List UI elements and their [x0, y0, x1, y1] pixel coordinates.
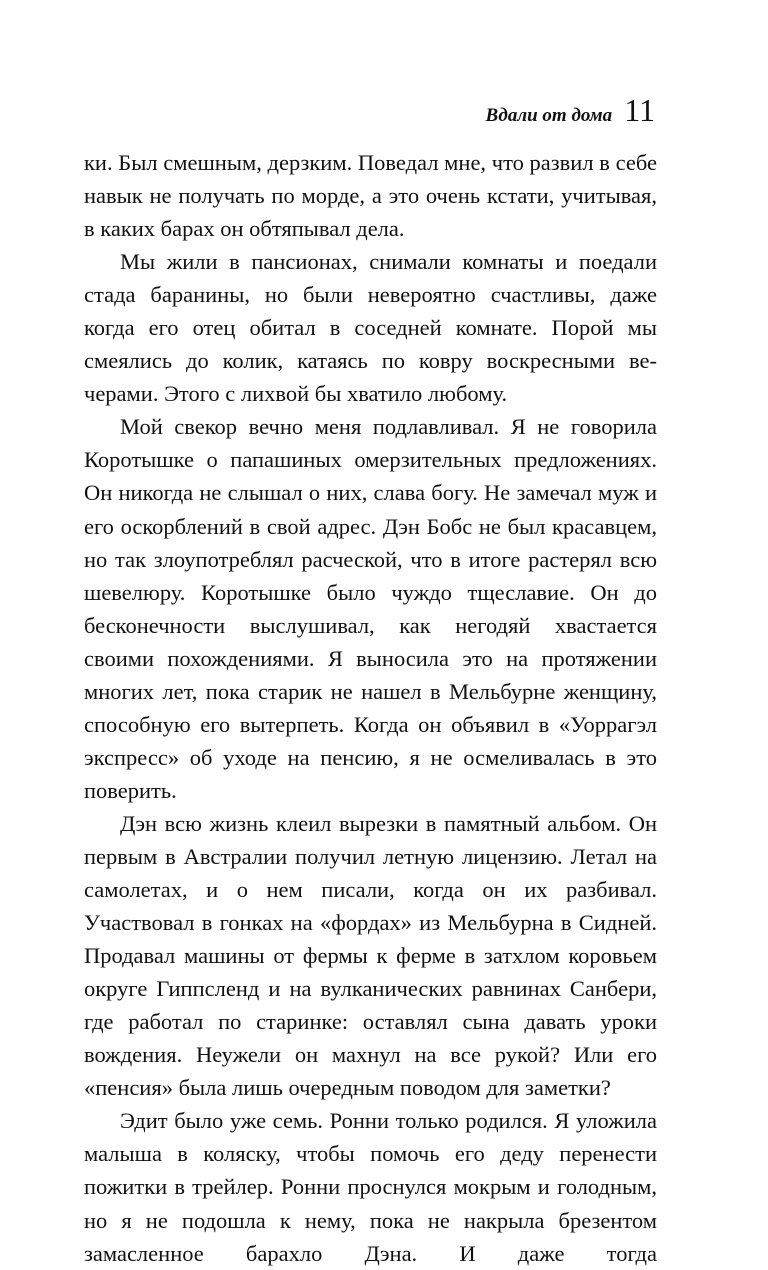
- paragraph-4: Дэн всю жизнь клеил вырезки в памятный альбом. Он первым в Австралии получил летную лицензию. Летал на самолетах, и о нем писали, когда он их разбивал. Участвовал в гонках на «фордах» из Мельбурна в Сидней. Продавал машины от фермы к ферме в затхлом коровьем округе Гиппсленд и на вулканических равнинах Санбери, где работал по старинке: оставлял сына давать уроки вождения. Неужели он махнул на все рукой? Или его «пенсия» была лишь очередным поводом для заметки?: [84, 810, 657, 1101]
- page-body: [84, 146, 657, 1270]
- paragraph-2: Мы жили в пансионах, снимали комнаты и поедали стада баранины, но были невероятно счастливы, даже когда его отец обитал в соседней комнате. Порой мы смеялись до колик, катаясь по ковру воскресными вечерами. Этого с лихвой бы хватило любому.: [84, 249, 657, 407]
- paragraph-3: Мой свекор вечно меня подлавливал. Я не говорила Коротышке о папашиных омерзительных предложениях. Он никогда не слышал о них, слава богу. Не замечал муж и его оскорблений в свой адрес. Дэн Бобс не был красавцем, но так злоупотреблял расческой, что в итоге растерял всю шевелюру. Коротышке было чуждо тщеславие. Он до бесконечности выслушивал, как негодяй хвастается своими похождениями. Я выносила это на протяжении многих лет, пока старик не нашел в Мельбурне женщину, способную его вытерпеть. Когда он объявил в «Уоррагэл экспресс» об уходе на пенсию, я не осмеливалась в это поверить.: [84, 414, 657, 803]
- running-title: Вдали от дома: [485, 105, 613, 126]
- page-header: [486, 92, 655, 129]
- page-number: 11: [624, 92, 655, 128]
- paragraph-1: ки. Был смешным, дерзким. Поведал мне, что развил в себе навык не получать по морде, а это очень кстати, учитывая, в каких барах он обтяпывал дела.: [84, 150, 657, 242]
- paragraph-5: Эдит было уже семь. Ронни только родился. Я уложила малыша в коляску, чтобы помочь его деду перенести пожитки в трейлер. Ронни проснулся мокрым и голодным, но я не подошла к нему, пока не накрыла брезентом замасленное барахло Дэна. И даже тогда: [84, 1108, 657, 1266]
